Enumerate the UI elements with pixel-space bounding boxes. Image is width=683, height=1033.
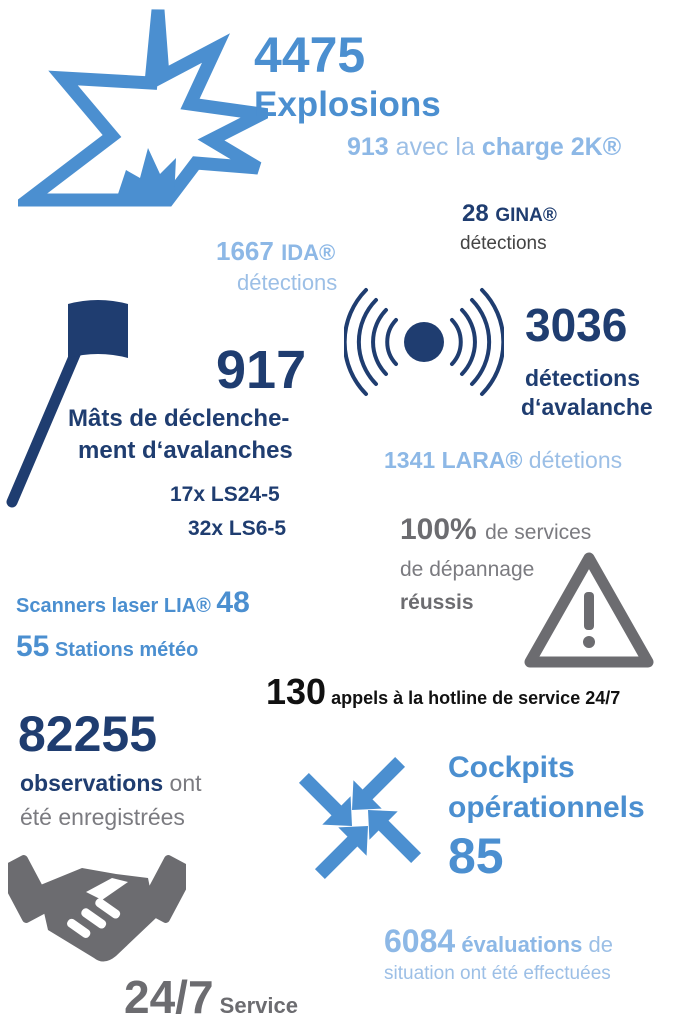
lara-label: détetions	[528, 447, 623, 473]
observations-line1	[20, 768, 202, 798]
repair-line3: réussis	[400, 591, 474, 614]
hotline-count: 130	[266, 671, 327, 712]
ida-name: IDA®	[281, 240, 336, 265]
observations-count: 82255	[18, 706, 158, 762]
repair-line1	[400, 512, 591, 551]
scanners-label: Scanners laser LIA®	[16, 595, 211, 617]
cockpits-line2: opérationnels	[448, 791, 645, 824]
observations-bold: observations	[20, 770, 164, 796]
masts-line2: ment d‘avalanches	[78, 437, 293, 464]
scanners-count: 48	[216, 586, 250, 619]
cockpits-count: 85	[448, 828, 504, 884]
ida-label: détections	[237, 270, 338, 295]
handshake-icon	[8, 848, 186, 968]
charge-text: avec la	[395, 133, 475, 161]
avalanche-detection-line1: détections	[525, 365, 641, 391]
evaluations-bold: évaluations	[461, 932, 583, 957]
weather-label: Stations météo	[54, 639, 199, 661]
evaluations-count: 6084	[384, 923, 456, 959]
radar-signal-icon	[344, 280, 504, 400]
ida-line	[216, 236, 335, 268]
lara-line	[384, 446, 622, 474]
repair-percent: 100%	[400, 513, 477, 546]
explosions-count: 4475	[254, 27, 366, 83]
masts-line1: Mâts de déclenche-	[68, 405, 290, 432]
service-label: Service	[219, 993, 298, 1018]
explosions-label: Explosions	[254, 85, 441, 124]
gina-count: 28	[462, 200, 489, 227]
gina-name: GINA®	[495, 205, 557, 226]
charge-count: 913	[347, 133, 389, 161]
scanners-line	[16, 586, 250, 623]
ida-count: 1667	[216, 236, 274, 266]
charge-name: charge 2K®	[481, 133, 622, 161]
observations-rest: ont	[169, 770, 202, 796]
explosion-icon	[18, 8, 268, 208]
gina-label: détections	[460, 233, 547, 254]
lara-name: LARA®	[441, 447, 523, 473]
lara-count: 1341	[384, 447, 436, 473]
evaluations-rest: de	[588, 932, 613, 957]
repair-line1-rest: de services	[485, 521, 592, 544]
cockpits-line1: Cockpits	[448, 751, 575, 784]
avalanche-detection-line2: d‘avalanche	[521, 394, 653, 420]
evaluations-line2: situation ont été effectuées	[384, 963, 611, 984]
flag-mast-icon	[0, 296, 150, 510]
evaluations-line1	[384, 922, 613, 964]
repair-line2: de dépannage	[400, 558, 535, 581]
hotline-line	[266, 672, 620, 718]
masts-ls6: 32x LS6-5	[188, 517, 287, 540]
masts-ls24: 17x LS24-5	[170, 483, 280, 506]
service-hours: 24/7	[124, 971, 214, 1023]
masts-count: 917	[216, 340, 307, 400]
charge-line	[347, 132, 621, 162]
weather-line	[16, 630, 198, 667]
hotline-label: appels à la hotline de service 24/7	[331, 688, 621, 708]
gina-line	[462, 200, 557, 230]
avalanche-detection-count: 3036	[525, 299, 628, 351]
warning-triangle-icon	[520, 548, 658, 672]
converging-arrows-icon	[290, 748, 430, 888]
observations-line2: été enregistrées	[20, 804, 185, 830]
weather-count: 55	[16, 630, 50, 663]
